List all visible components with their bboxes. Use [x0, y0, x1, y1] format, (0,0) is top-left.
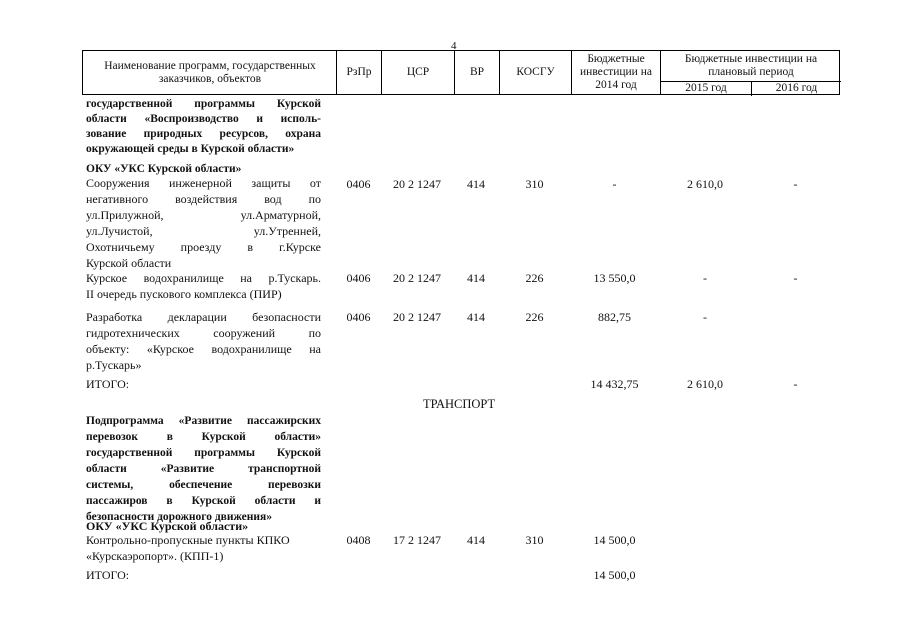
- row-name-line: ул.Прилужной, ул.Арматурной,: [86, 208, 321, 222]
- row-name-line: ул.Лучистой, ул.Утренней,: [86, 224, 321, 238]
- header-planned: Бюджетные инвестиции на плановый период: [684, 53, 818, 78]
- total-2014: 14 432,75: [590, 377, 639, 391]
- program-title-line: зование природных ресурсов, охрана: [86, 128, 321, 140]
- row-name-line: Сооружения инженерной защиты от: [86, 176, 321, 190]
- header-inv2014: Бюджетные инвестиции на 2014 год: [580, 53, 652, 91]
- row-vr: 414: [467, 310, 485, 324]
- row-csr: 20 2 1247: [393, 271, 441, 285]
- row-inv2014: 14 500,0: [593, 533, 636, 547]
- row-kosgu: 310: [525, 177, 544, 191]
- program-title-line: окружающей среды в Курской области»: [86, 143, 295, 155]
- row-kosgu: 310: [525, 533, 544, 547]
- row-name-line: р.Тускарь»: [86, 358, 142, 372]
- row-name-line: Разработка декларации безопасности: [86, 310, 321, 324]
- total-label: ИТОГО:: [86, 377, 130, 391]
- page-number: 4: [451, 40, 457, 52]
- program-title-line: государственной программы Курской: [86, 447, 321, 459]
- row-vr: 414: [467, 533, 485, 547]
- row-2016: -: [793, 271, 798, 285]
- row-name-line: негативного воздействия вод по: [86, 192, 321, 206]
- row-name-line: II очередь пускового комплекса (ПИР): [86, 287, 282, 301]
- total-label: ИТОГО:: [86, 568, 130, 582]
- col-divider: [571, 51, 572, 94]
- total-2016: -: [793, 377, 798, 391]
- row-name-line: гидротехнических сооружений по: [86, 326, 321, 340]
- row-csr: 20 2 1247: [393, 310, 441, 324]
- row-2015: 2 610,0: [687, 177, 723, 191]
- section-heading: ТРАНСПОРТ: [423, 397, 496, 411]
- header-2016: 2016 год: [775, 82, 818, 94]
- row-inv2014: 882,75: [598, 310, 631, 324]
- customer-name: ОКУ «УКС Курской области»: [86, 163, 242, 175]
- row-2015: -: [703, 310, 707, 324]
- row-name-line: Курское водохранилище на р.Тускарь.: [86, 271, 321, 285]
- row-kosgu: 226: [525, 271, 544, 285]
- customer-name: ОКУ «УКС Курской области»: [86, 519, 249, 533]
- row-name-line: «Курскаэропорт». (КПП-1): [86, 549, 224, 563]
- row-rzpr: 0408: [346, 533, 371, 547]
- program-title-line: области «Развитие транспортной: [86, 463, 321, 475]
- row-2016: -: [793, 177, 798, 191]
- row-rzpr: 0406: [346, 271, 371, 285]
- row-csr: 17 2 1247: [393, 533, 441, 547]
- program-title-line: Подпрограмма «Развитие пассажирских: [86, 415, 321, 427]
- row-2015: -: [703, 271, 707, 285]
- total-2014: 14 500,0: [593, 568, 636, 582]
- header-vr: ВР: [469, 66, 485, 78]
- total-2015: 2 610,0: [687, 377, 723, 391]
- row-name-line: Охотничьему проезду в г.Курске: [86, 240, 321, 254]
- program-title-line: пассажиров в Курской области и: [86, 495, 321, 507]
- program-title-line: государственной программы Курской: [86, 98, 321, 110]
- header-kosgu: КОСГУ: [516, 66, 555, 78]
- row-inv2014: 13 550,0: [593, 271, 636, 285]
- header-name: Наименование программ, государственных заказчиков, объектов: [104, 60, 316, 85]
- row-rzpr: 0406: [346, 177, 371, 191]
- row-csr: 20 2 1247: [393, 177, 441, 191]
- row-inv2014: -: [612, 177, 617, 191]
- row-name-line: Контрольно-пропускные пункты КПКО: [86, 533, 290, 547]
- header-rzpr: РзПр: [346, 66, 372, 78]
- table-header: [82, 50, 840, 95]
- program-title-line: системы, обеспечение перевозки: [86, 479, 321, 491]
- row-vr: 414: [467, 177, 485, 191]
- program-title-line: безопасности дорожного движения»: [86, 511, 272, 523]
- header-2015: 2015 год: [685, 82, 727, 94]
- row-rzpr: 0406: [346, 310, 371, 324]
- row-name-line: Курской области: [86, 256, 172, 270]
- row-vr: 414: [467, 271, 485, 285]
- header-csr: ЦСР: [406, 66, 430, 78]
- program-title-line: перевозок в Курской области»: [86, 431, 321, 443]
- row-kosgu: 226: [525, 310, 544, 324]
- program-title-line: области «Воспроизводство и исполь-: [86, 113, 321, 125]
- row-name-line: объекту: «Курское водохранилище на: [86, 342, 321, 356]
